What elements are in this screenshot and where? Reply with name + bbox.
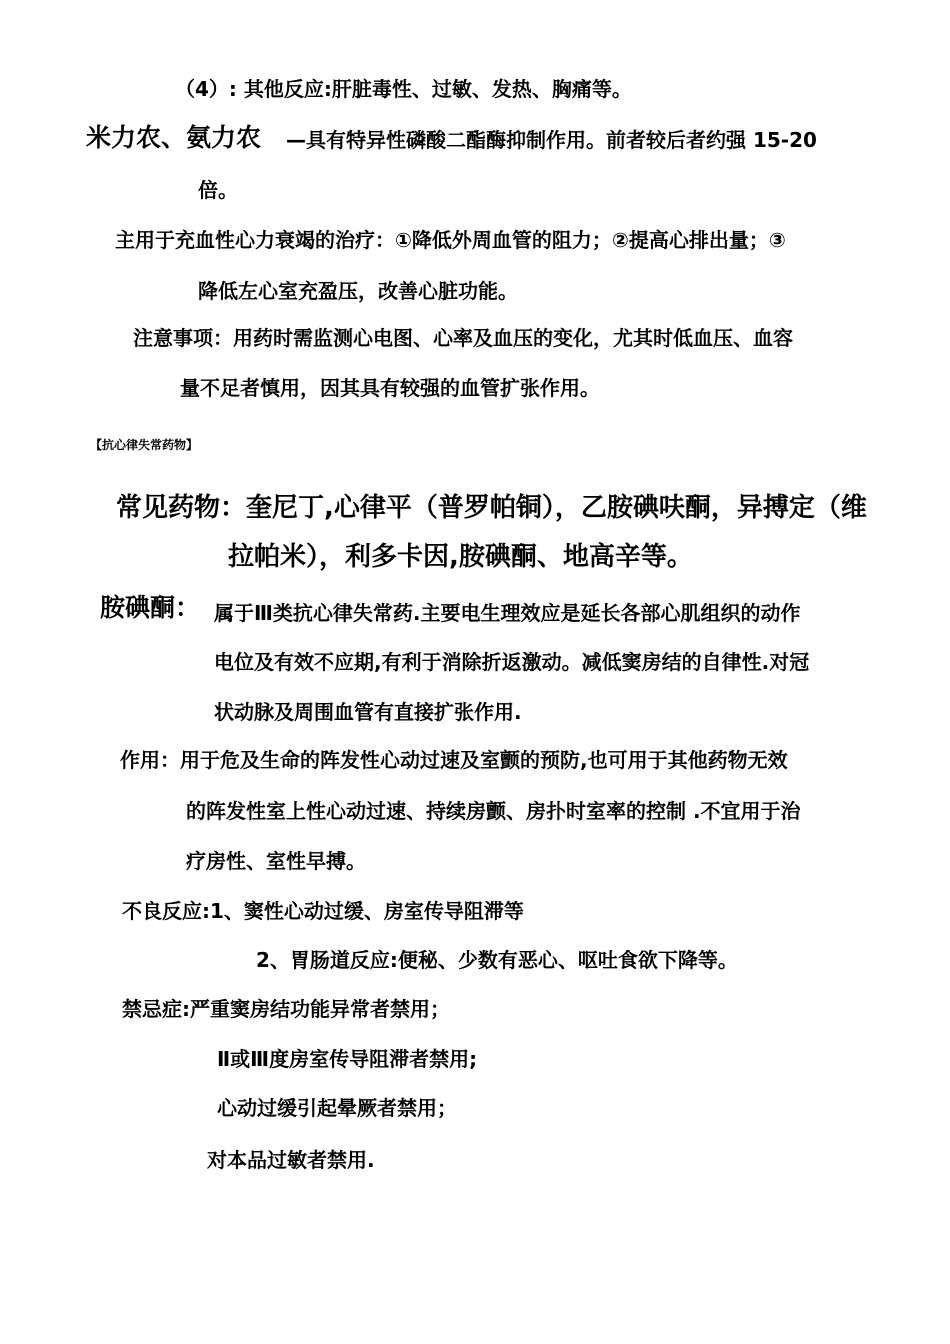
line-amiodarone-desc-3: 状动脉及周围血管有直接扩张作用.: [214, 700, 522, 724]
line-common-drugs-cont: 拉帕米），利多卡因,胺碘酮、地高辛等。: [228, 542, 693, 572]
line-main-use: 主用于充血性心力衰竭的治疗：①降低外周血管的阻力；②提高心排出量；③: [115, 228, 786, 252]
line-contraindication-1: 禁忌症:严重窦房结功能异常者禁用；: [122, 997, 450, 1021]
line-action-3: 疗房性、室性早搏。: [186, 849, 366, 873]
line-other-reactions: （4）: 其他反应:肝脏毒性、过敏、发热、胸痛等。: [175, 77, 632, 101]
line-times: 倍。: [198, 178, 238, 202]
line-common-drugs: 常见药物：奎尼丁,心律平（普罗帕铜），乙胺碘呋酮，异搏定（维: [116, 493, 867, 523]
line-precautions-cont: 量不足者慎用，因其具有较强的血管扩张作用。: [180, 376, 600, 400]
heading-milrinone-amrinone: 米力农、氨力农: [86, 123, 262, 152]
line-contraindication-2: Ⅱ或Ⅲ度房室传导阻滞者禁用;: [217, 1047, 478, 1071]
line-main-use-cont: 降低左心室充盈压，改善心脏功能。: [198, 279, 518, 303]
line-contraindication-4: 对本品过敏者禁用.: [207, 1148, 375, 1172]
line-amiodarone-desc: 属于Ⅲ类抗心律失常药.主要电生理效应是延长各部心肌组织的动作: [214, 601, 801, 625]
line-amiodarone-desc-2: 电位及有效不应期,有利于消除折返激动。减低窦房结的自律性.对冠: [214, 650, 810, 674]
line-adverse-1: 不良反应:1、窦性心动过缓、房室传导阻滞等: [122, 899, 524, 923]
line-precautions: 注意事项：用药时需监测心电图、心率及血压的变化，尤其时低血压、血容: [133, 326, 793, 350]
line-adverse-2: 2、胃肠道反应:便秘、少数有恶心、呕吐食欲下降等。: [256, 948, 738, 972]
line-action-2: 的阵发性室上性心动过速、持续房颤、房扑时室率的控制 .不宜用于治: [186, 799, 801, 823]
line-pde-inhibition: —具有特异性磷酸二酯酶抑制作用。前者较后者约强 15-20: [286, 128, 817, 152]
section-heading-antiarrhythmic: 【抗心律失常药物】: [90, 438, 199, 452]
heading-amiodarone: 胺碘酮：: [100, 593, 201, 622]
line-contraindication-3: 心动过缓引起晕厥者禁用；: [217, 1096, 457, 1120]
line-action: 作用：用于危及生命的阵发性心动过速及室颤的预防,也可用于其他药物无效: [120, 748, 788, 772]
